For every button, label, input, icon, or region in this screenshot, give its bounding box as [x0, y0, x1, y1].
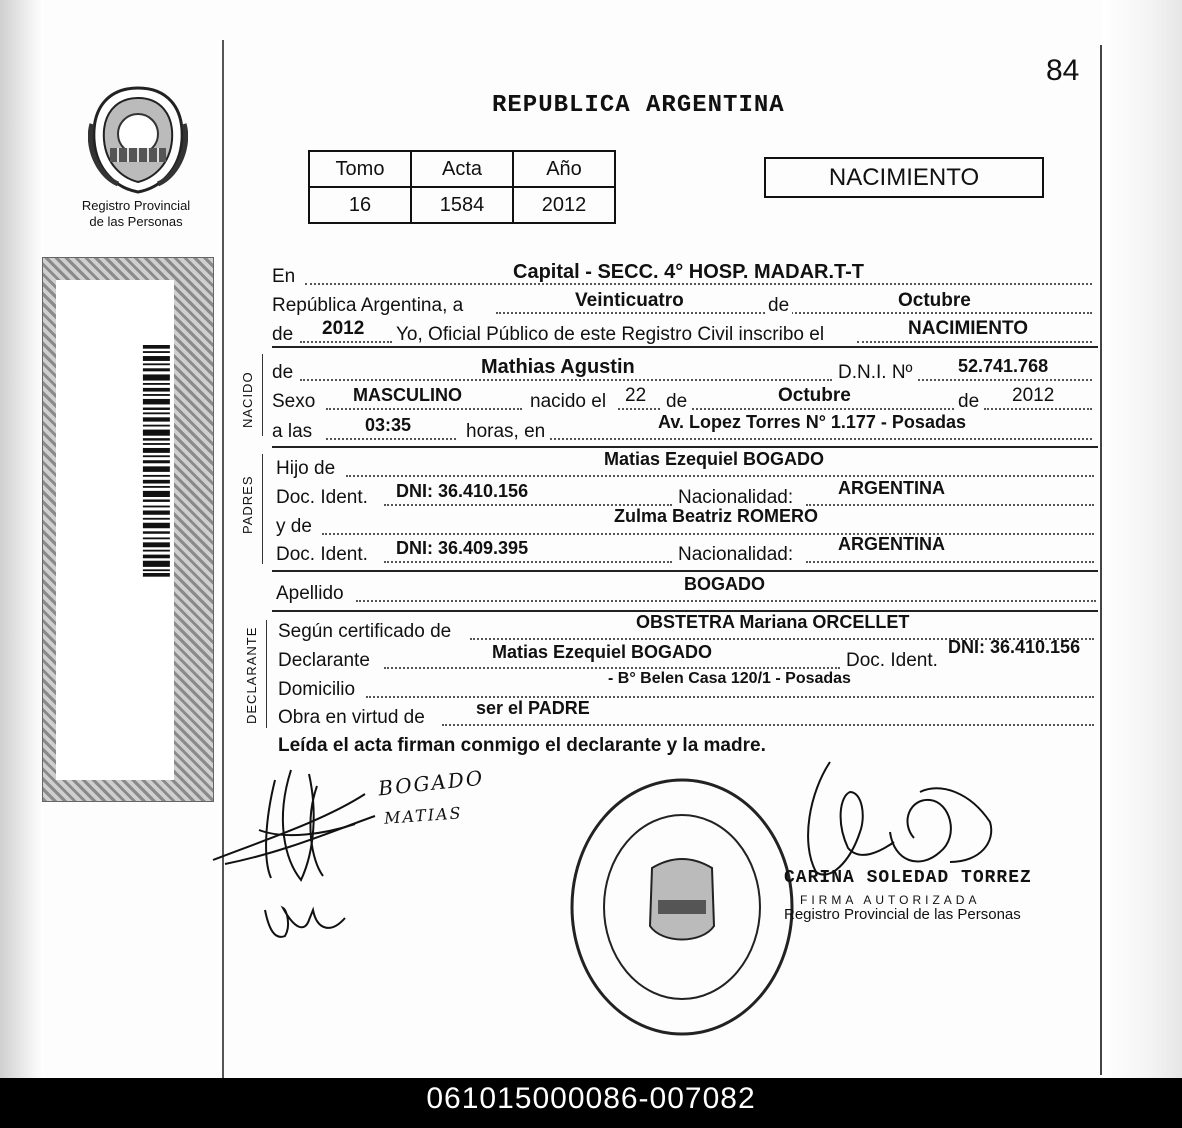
label-doc: Doc. Ident.	[846, 650, 938, 671]
section-divider	[272, 446, 1098, 448]
child-name: Mathias Agustin	[481, 356, 635, 378]
dotline	[984, 408, 1092, 410]
page-number: 84	[1046, 54, 1080, 87]
act-month: Octubre	[898, 290, 971, 311]
label-dni: D.N.I. Nº	[838, 362, 913, 383]
reference-header-row	[309, 151, 615, 187]
label-born: nacido el	[530, 391, 607, 412]
section-divider	[272, 570, 1098, 572]
dotline	[322, 533, 1094, 535]
label-de: de	[272, 362, 294, 383]
closing-statement: Leída el acta firman conmigo el declarante y la madre.	[278, 735, 766, 756]
declarant-address: - B° Belen Casa 120/1 - Posadas	[608, 670, 851, 687]
section-label-nacido: NACIDO	[240, 371, 255, 428]
certificate-by: OBSTETRA Mariana ORCELLET	[636, 612, 910, 632]
label-republic: República Argentina, a	[272, 295, 464, 316]
dotline	[618, 408, 660, 410]
label-nationality: Nacionalidad:	[678, 544, 794, 565]
section-bracket	[262, 354, 263, 436]
dotline	[442, 724, 1094, 726]
act-day-words: Veinticuatro	[575, 290, 684, 311]
child-dni: 52.741.768	[958, 356, 1049, 376]
section-bracket	[262, 454, 263, 564]
birth-place: Av. Lopez Torres N° 1.177 - Posadas	[658, 412, 966, 432]
record-type-box: NACIMIENTO	[764, 157, 1044, 198]
dotline	[496, 312, 1092, 314]
dotline	[356, 600, 1096, 602]
label-de: de	[666, 391, 688, 412]
label-de: de	[958, 391, 980, 412]
child-sex: MASCULINO	[353, 385, 462, 405]
father-name: Matias Ezequiel BOGADO	[604, 449, 825, 469]
label-declarant: Declarante	[278, 650, 370, 671]
reference-table	[308, 150, 616, 224]
book-edge-right	[1102, 0, 1182, 1078]
dotline	[918, 379, 1092, 381]
registry-label	[66, 198, 206, 230]
label-en: En	[272, 266, 296, 287]
label-address: Domicilio	[278, 679, 356, 700]
birth-time: 03:35	[365, 415, 412, 435]
section-bracket	[266, 620, 267, 728]
registry-label-line1: Registro Provincial	[81, 198, 191, 213]
dotline	[300, 379, 832, 381]
section-label-padres: PADRES	[240, 475, 255, 534]
birth-month: Octubre	[778, 385, 851, 406]
label-nationality: Nacionalidad:	[678, 487, 794, 508]
handwritten-surname: BOGADO	[377, 765, 486, 801]
dotline	[806, 561, 1094, 563]
label-time: a las	[272, 421, 313, 442]
label-certificate: Según certificado de	[278, 621, 452, 642]
officer-text: Yo, Oficial Público de este Registro Civil inscribo el	[396, 324, 825, 345]
section-label-declarante: DECLARANTE	[244, 626, 259, 724]
dotline	[326, 408, 522, 410]
birth-year: 2012	[1012, 385, 1055, 406]
label-and: y de	[276, 516, 312, 537]
birth-day: 22	[625, 385, 647, 406]
surname-value: BOGADO	[684, 574, 765, 594]
label-doc: Doc. Ident.	[276, 487, 368, 508]
provincial-crest-icon	[88, 84, 188, 196]
registry-label-line2: de las Personas	[89, 214, 183, 229]
dotline	[300, 341, 392, 343]
ref-value-acta: 1584	[411, 187, 513, 223]
document-code-footer: 061015000086-007082	[0, 1078, 1182, 1128]
dotline	[384, 561, 672, 563]
label-de: de	[272, 324, 294, 345]
barcode-number	[53, 345, 119, 725]
label-doc: Doc. Ident.	[276, 544, 368, 565]
ref-header-tomo: Tomo	[309, 151, 411, 187]
declarant-capacity: ser el PADRE	[476, 698, 590, 718]
label-hours: horas, en	[466, 421, 546, 442]
dotline	[857, 341, 1092, 343]
dotline	[692, 408, 954, 410]
label-sexo: Sexo	[272, 391, 316, 412]
ref-header-acta: Acta	[411, 151, 513, 187]
ref-header-anio: Año	[513, 151, 615, 187]
official-title: FIRMA AUTORIZADA	[800, 893, 981, 907]
book-spine-shadow	[0, 0, 44, 1078]
mother-nationality: ARGENTINA	[838, 534, 945, 554]
dotline	[326, 438, 456, 440]
act-type: NACIMIENTO	[908, 318, 1028, 339]
handwritten-name: MATIAS	[383, 803, 464, 828]
mother-doc: DNI: 36.409.395	[396, 538, 529, 558]
dotline	[550, 438, 1092, 440]
declarant-signature-icon	[205, 760, 495, 990]
declarant-doc: DNI: 36.410.156	[948, 637, 1081, 657]
page-title: REPUBLICA ARGENTINA	[492, 92, 785, 119]
section-divider	[272, 346, 1098, 348]
label-de: de	[765, 295, 792, 317]
declarant-name: Matias Ezequiel BOGADO	[492, 642, 713, 662]
father-nationality: ARGENTINA	[838, 478, 945, 498]
ref-value-tomo: 16	[309, 187, 411, 223]
mother-name: Zulma Beatriz ROMERO	[614, 506, 819, 526]
label-surname: Apellido	[276, 583, 344, 604]
official-seal-icon	[568, 776, 796, 1038]
right-margin-line	[1100, 45, 1102, 1075]
label-child-of: Hijo de	[276, 458, 336, 479]
reference-value-row	[309, 187, 615, 223]
official-registry: Registro Provincial de las Personas	[784, 906, 1021, 923]
ref-value-anio: 2012	[513, 187, 615, 223]
dotline	[384, 667, 840, 669]
father-doc: DNI: 36.410.156	[396, 481, 529, 501]
dotline	[346, 475, 1094, 477]
label-capacity: Obra en virtud de	[278, 707, 425, 728]
act-place: Capital - SECC. 4° HOSP. MADAR.T-T	[513, 261, 865, 283]
act-year: 2012	[322, 318, 365, 339]
official-name: CARINA SOLEDAD TORREZ	[784, 868, 1032, 888]
barcode-bars-icon	[132, 345, 182, 725]
dotline	[806, 504, 1094, 506]
